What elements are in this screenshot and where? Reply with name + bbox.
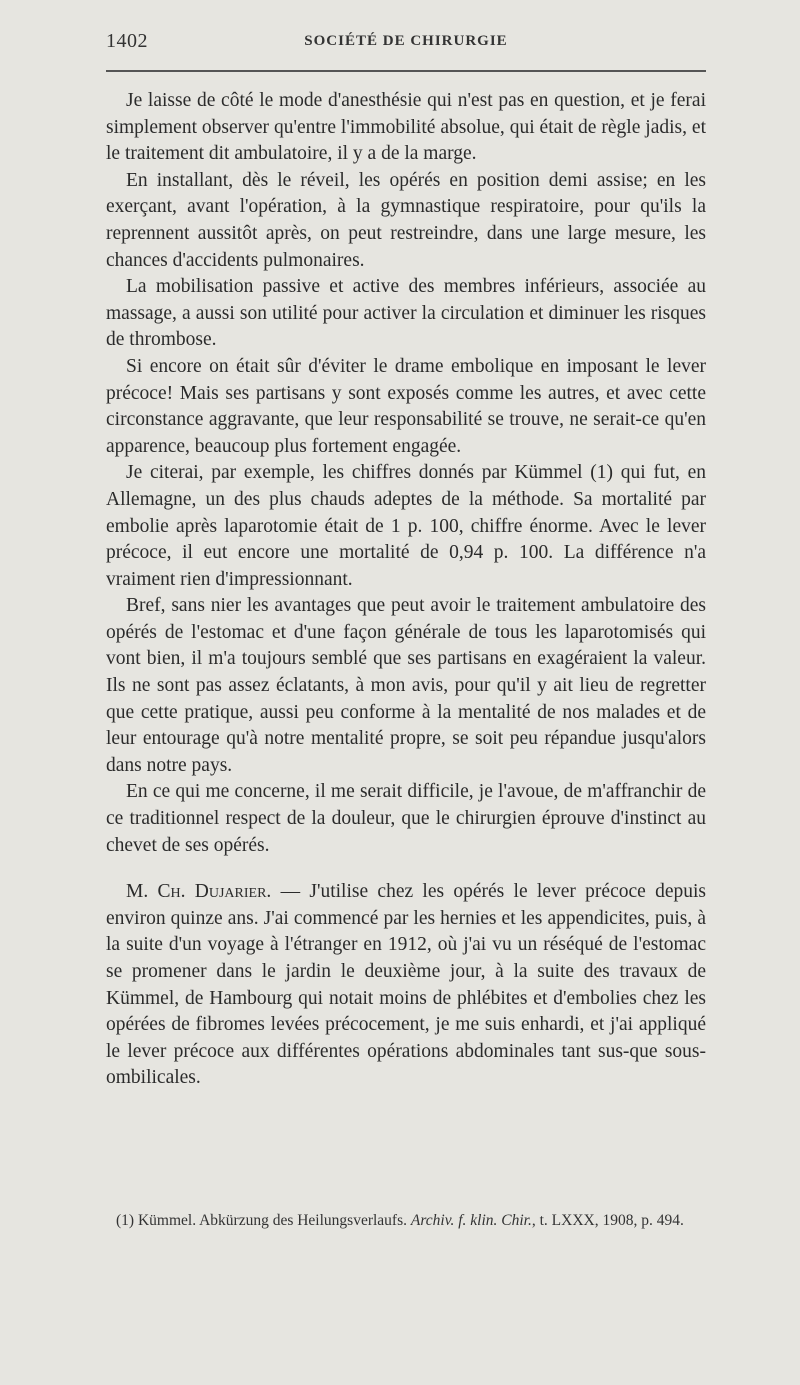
footnote-journal: Archiv. f. klin. Chir.	[410, 1212, 532, 1229]
header-rule	[106, 70, 706, 72]
speaker-text: — J'utilise chez les opérés le lever précoce depuis environ quinze ans. J'ai commencé par les hernies et les appendicites, puis, à la suite d'un voyage à l'étranger en 1912, où j'ai vu un réséqué de l'estomac se promener dans le jardin le deuxième jour, à la suite des travaux de Kümmel, de Hambourg qui notait moins de phlébites et d'embolies chez les opérées de fibromes levées précocement, je me suis enhardi, et j'ai appliqué le lever précoce aux différentes opérations abdominales tant sus-que sous-ombilicales.	[106, 881, 706, 1089]
speaker-name: M. Ch. Dujarier.	[126, 881, 272, 903]
paragraph: La mobilisation passive et active des membres inférieurs, associée au massage, a aussi son utilité pour activer la circulation et diminuer les risques de thrombose.	[106, 276, 706, 351]
paragraph: Je citerai, par exemple, les chiffres donnés par Kümmel (1) qui fut, en Allemagne, un des plus chauds adeptes de la méthode. Sa mortalité par embolie après laparotomie était de 1 p. 100, chiffre énorme. Avec le lever précoce, il eut encore une mortalité de 0,94 p. 100. La différence n'a vraiment rien d'impressionnant.	[106, 462, 706, 590]
paragraph: Bref, sans nier les avantages que peut avoir le traitement ambulatoire des opérés de l'estomac et d'une façon générale de tous les laparotomisés qui vont bien, il m'a toujours semblé que ses partisans en exagéraient la valeur. Ils ne sont pas assez éclatants, à mon avis, pour qu'il y ait lieu de regretter que cette pratique, aussi peu conforme à la mentalité de nos malades et de leur entourage qu'à notre mentalité propre, se soit peu répandue jusqu'alors dans notre pays.	[106, 595, 706, 776]
footnote-text	[106, 1210, 706, 1232]
page-header	[106, 30, 706, 54]
footnote-citation: (1) Kümmel. Abkürzung des Heilungsverlaufs.	[116, 1212, 411, 1229]
footnote-reference: , t. LXXX, 1908, p. 494.	[531, 1212, 684, 1229]
page-number: 1402	[106, 30, 148, 52]
dujarier-paragraph	[106, 879, 706, 1092]
footnote	[106, 1210, 706, 1232]
paragraph: En installant, dès le réveil, les opérés en position demi assise; en les exerçant, avant l'opération, à la gymnastique respiratoire, pour qu'ils la reprennent aussitôt après, on peut restreindre, dans une large mesure, les chances d'accidents pulmonaires.	[106, 169, 706, 271]
paragraph: Si encore on était sûr d'éviter le drame embolique en imposant le lever précoce! Mais ses partisans y sont exposés comme les autres, et avec cette circonstance aggravante, que leur responsabilité se trouve, ne serait-ce qu'en apparence, beaucoup plus fortement engagée.	[106, 355, 706, 457]
paragraph: Je laisse de côté le mode d'anesthésie qui n'est pas en question, et je ferai simplement observer qu'entre l'immobilité absolue, qui était de règle jadis, et le traitement dit ambulatoire, il y a de la marge.	[106, 90, 706, 165]
paragraph: En ce qui me concerne, il me serait difficile, je l'avoue, de m'affranchir de ce traditionnel respect de la douleur, que le chirurgien éprouve d'instinct au chevet de ses opérés.	[106, 781, 706, 856]
body-text	[106, 88, 706, 1092]
running-title: SOCIÉTÉ DE CHIRURGIE	[304, 33, 508, 49]
